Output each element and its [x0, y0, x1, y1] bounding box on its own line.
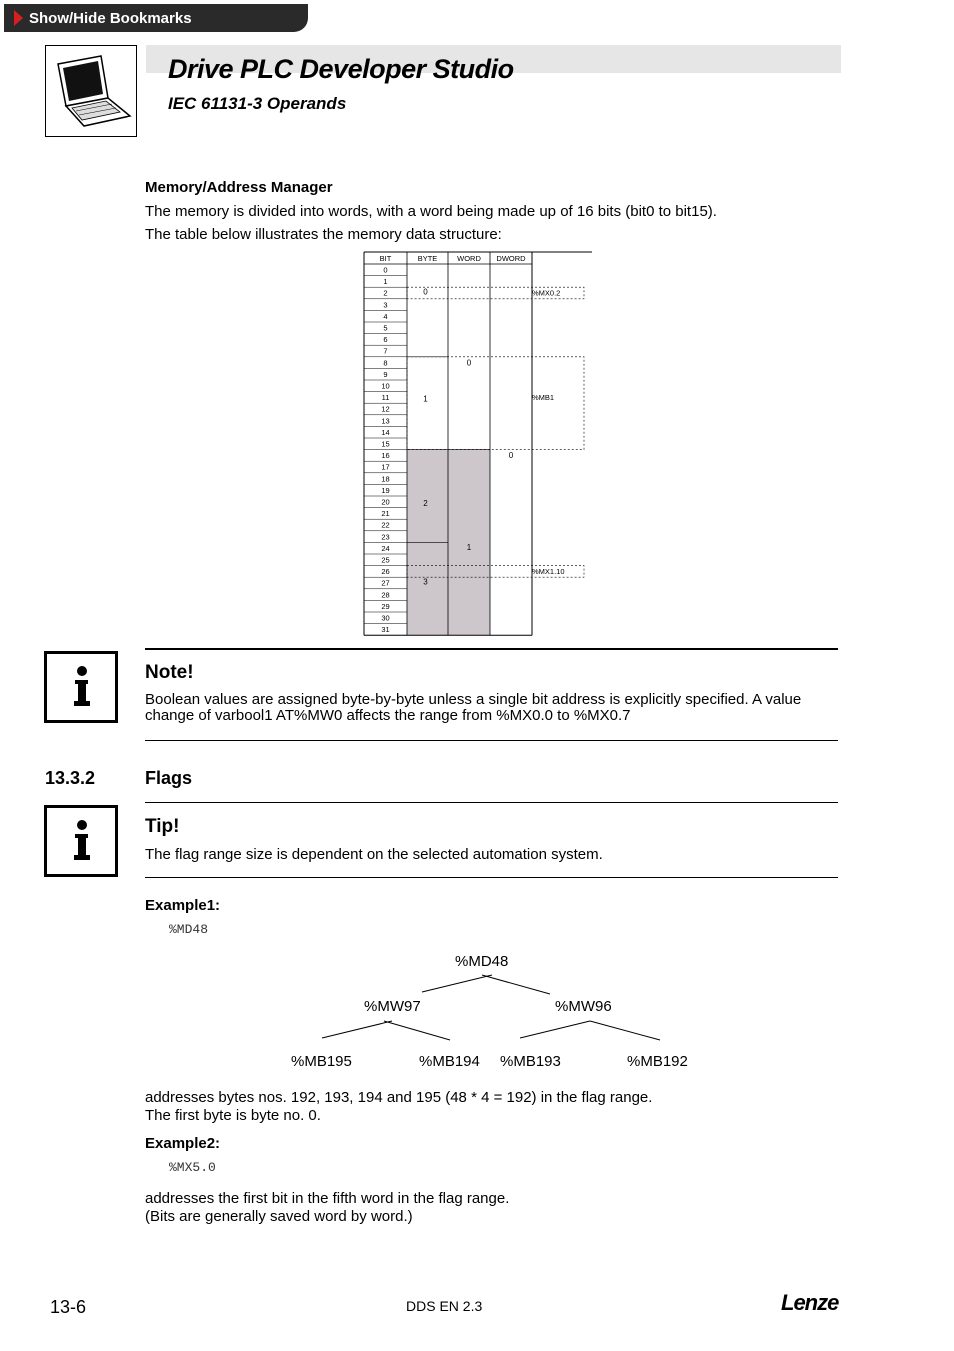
example1-desc-1: addresses bytes nos. 192, 193, 194 and 195 (48 * 4 = 192) in the flag range. — [145, 1089, 653, 1106]
triangle-right-icon — [14, 10, 23, 26]
bit-cell: 13 — [381, 416, 390, 426]
dword-label: 0 — [508, 451, 514, 461]
page-number: 13-6 — [50, 1297, 87, 1317]
document-title: Drive PLC Developer Studio — [168, 54, 514, 84]
doc-code: DDS EN 2.3 — [406, 1298, 483, 1314]
tree-node-mb194: %MB194 — [419, 1053, 480, 1070]
tree-node-mb193: %MB193 — [500, 1053, 561, 1070]
bit-cell: 8 — [383, 358, 388, 368]
byte-label: 1 — [423, 394, 428, 404]
addr-mx02: %MX0.2 — [532, 288, 561, 298]
bit-cell: 5 — [383, 323, 388, 333]
info-icon — [44, 805, 118, 877]
byte-label: 3 — [423, 577, 428, 587]
bit-cell: 0 — [383, 265, 388, 275]
bit-cell: 28 — [381, 590, 390, 600]
bit-cell: 9 — [383, 369, 388, 379]
example1-code: %MD48 — [169, 922, 209, 937]
bit-cell: 6 — [383, 335, 388, 345]
bit-cell: 26 — [381, 567, 390, 577]
divider — [145, 877, 838, 878]
byte-label: 0 — [423, 287, 428, 297]
bit-cell: 14 — [381, 427, 390, 437]
bit-cell: 21 — [381, 509, 390, 519]
addr-mb1: %MB1 — [532, 393, 555, 403]
bit-cell: 11 — [381, 393, 390, 403]
bit-cell: 7 — [383, 346, 388, 356]
bit-cell: 27 — [381, 578, 390, 588]
example2-desc-2: (Bits are generally saved word by word.) — [145, 1208, 413, 1225]
memory-structure-table — [360, 248, 600, 645]
divider — [145, 802, 838, 803]
memory-heading: Memory/Address Manager — [145, 179, 333, 196]
header-word: WORD — [457, 254, 481, 263]
address-tree-lines — [280, 970, 700, 1050]
bit-cell: 19 — [381, 485, 390, 495]
bit-cell: 31 — [381, 625, 390, 635]
bit-cell: 24 — [381, 543, 390, 553]
bit-cell: 1 — [383, 277, 388, 287]
bit-cell: 18 — [381, 474, 390, 484]
example2-desc-1: addresses the first bit in the fifth word in the flag range. — [145, 1190, 510, 1207]
byte-label: 2 — [423, 498, 428, 508]
bit-cell: 2 — [383, 288, 388, 298]
word-label: 0 — [466, 358, 472, 368]
header-dword: DWORD — [496, 254, 526, 263]
bit-cell: 4 — [383, 311, 388, 321]
tip-heading: Tip! — [145, 816, 180, 837]
section-number: 13.3.2 — [45, 768, 96, 788]
divider — [145, 740, 838, 741]
header-byte: BYTE — [417, 254, 438, 263]
bit-cell: 17 — [381, 462, 390, 472]
bit-cell: 3 — [383, 300, 388, 310]
tree-node-mw96: %MW96 — [555, 998, 612, 1015]
bit-cell: 29 — [381, 601, 390, 611]
section-title: Flags — [145, 768, 193, 788]
example2-heading: Example2: — [145, 1135, 221, 1152]
tree-node-mw97: %MW97 — [364, 998, 421, 1015]
bookmark-label: Show/Hide Bookmarks — [29, 9, 192, 27]
divider — [145, 648, 838, 650]
show-hide-bookmarks-button[interactable] — [4, 4, 308, 32]
bit-cell: 25 — [381, 555, 390, 565]
bit-cell: 10 — [381, 381, 390, 391]
document-subtitle: IEC 61131-3 Operands — [168, 94, 347, 113]
bit-cell: 15 — [381, 439, 390, 449]
info-icon — [44, 651, 118, 723]
bit-cell: 23 — [381, 532, 390, 542]
bit-cell: 30 — [381, 613, 390, 623]
laptop-logo-icon — [45, 45, 137, 137]
tree-node-mb192: %MB192 — [627, 1053, 688, 1070]
note-text: Boolean values are assigned byte-by-byte unless a single bit address is explicitly specified. A value change of varbool1 AT%MW0 affects the range from %MX0.0 to %MX0.7 — [145, 691, 802, 724]
note-heading: Note! — [145, 662, 194, 683]
example2-code: %MX5.0 — [169, 1160, 216, 1175]
addr-mx110: %MX1.10 — [532, 567, 565, 577]
memory-line-2: The table below illustrates the memory data structure: — [145, 226, 502, 243]
highlight-mb1 — [407, 357, 584, 450]
memory-line-1: The memory is divided into words, with a word being made up of 16 bits (bit0 to bit15). — [145, 203, 717, 220]
brand-logo: Lenze — [781, 1290, 839, 1315]
tip-text: The flag range size is dependent on the selected automation system. — [145, 846, 603, 863]
bit-cell: 20 — [381, 497, 390, 507]
word-label: 1 — [466, 542, 472, 552]
bit-cell: 22 — [381, 520, 390, 530]
bit-cell: 12 — [381, 404, 390, 414]
example1-heading: Example1: — [145, 897, 221, 914]
bit-cell: 16 — [381, 451, 390, 461]
tree-node-md48: %MD48 — [455, 953, 509, 970]
tree-node-mb195: %MB195 — [291, 1053, 352, 1070]
header-bit: BIT — [379, 254, 392, 263]
example1-desc-2: The first byte is byte no. 0. — [145, 1107, 321, 1124]
